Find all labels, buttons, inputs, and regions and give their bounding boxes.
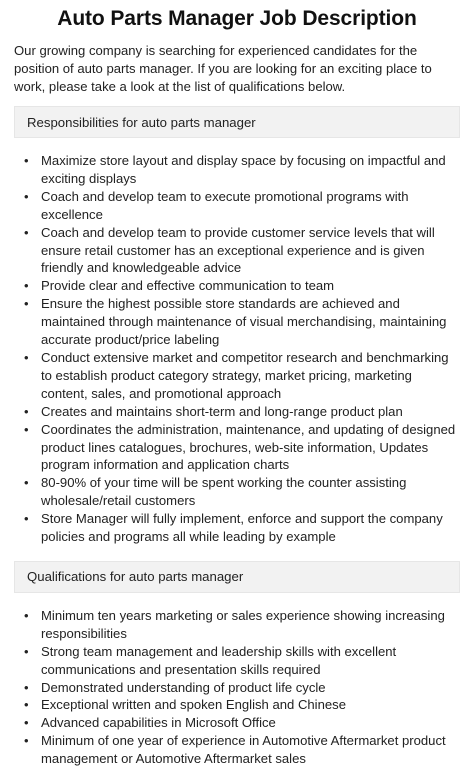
list-item: • 80-90% of your time will be spent working the counter assisting wholesale/retail customers: [14, 474, 460, 510]
list-item: • Minimum ten years marketing or sales experience showing increasing responsibilities: [14, 607, 460, 643]
list-item: • Creates and maintains short-term and long-range product plan: [14, 403, 460, 421]
responsibilities-heading: [14, 106, 460, 138]
list-item: • Coach and develop team to execute promotional programs with excellence: [14, 188, 460, 224]
list-item: • Coordinates the administration, maintenance, and updating of designed product lines catalogues, brochures, web-site information, Updates program information and application charts: [14, 421, 460, 475]
list-item: • Exceptional written and spoken English and Chinese: [14, 696, 460, 714]
list-item: • Advanced capabilities in Microsoft Office: [14, 714, 460, 732]
list-item: • Demonstrated understanding of product life cycle: [14, 679, 460, 697]
qualifications-heading-text: Qualifications for auto parts manager: [27, 569, 244, 585]
qualifications-list: [14, 607, 460, 768]
page-title: Auto Parts Manager Job Description: [57, 7, 417, 30]
list-item: • Minimum of one year of experience in Automotive Aftermarket product management or Automotive Aftermarket sales: [14, 732, 460, 768]
list-item: • Maximize store layout and display space by focusing on impactful and exciting displays: [14, 152, 460, 188]
list-item: • Coach and develop team to provide customer service levels that will ensure retail customer has an exceptional experience and is given friendly and knowledgeable advice: [14, 224, 460, 278]
list-item: • Store Manager will fully implement, enforce and support the company policies and programs all while leading by example: [14, 510, 460, 546]
list-item: • Conduct extensive market and competitor research and benchmarking to establish product category strategy, market pricing, marketing content, sales, and promotional approach: [14, 349, 460, 403]
list-item: • Strong team management and leadership skills with excellent communications and presentation skills required: [14, 643, 460, 679]
list-item: • Provide clear and effective communication to team: [14, 277, 460, 295]
qualifications-heading: [14, 561, 460, 593]
intro-paragraph: Our growing company is searching for experienced candidates for the position of auto parts manager. If you are looking for an exciting place to work, please take a look at the list of qualifications below.: [14, 43, 432, 94]
responsibilities-heading-text: Responsibilities for auto parts manager: [27, 114, 256, 130]
list-item: • Ensure the highest possible store standards are achieved and maintained through maintenance of visual merchandising, maintaining accurate product/price labeling: [14, 295, 460, 349]
responsibilities-list: [14, 152, 460, 546]
